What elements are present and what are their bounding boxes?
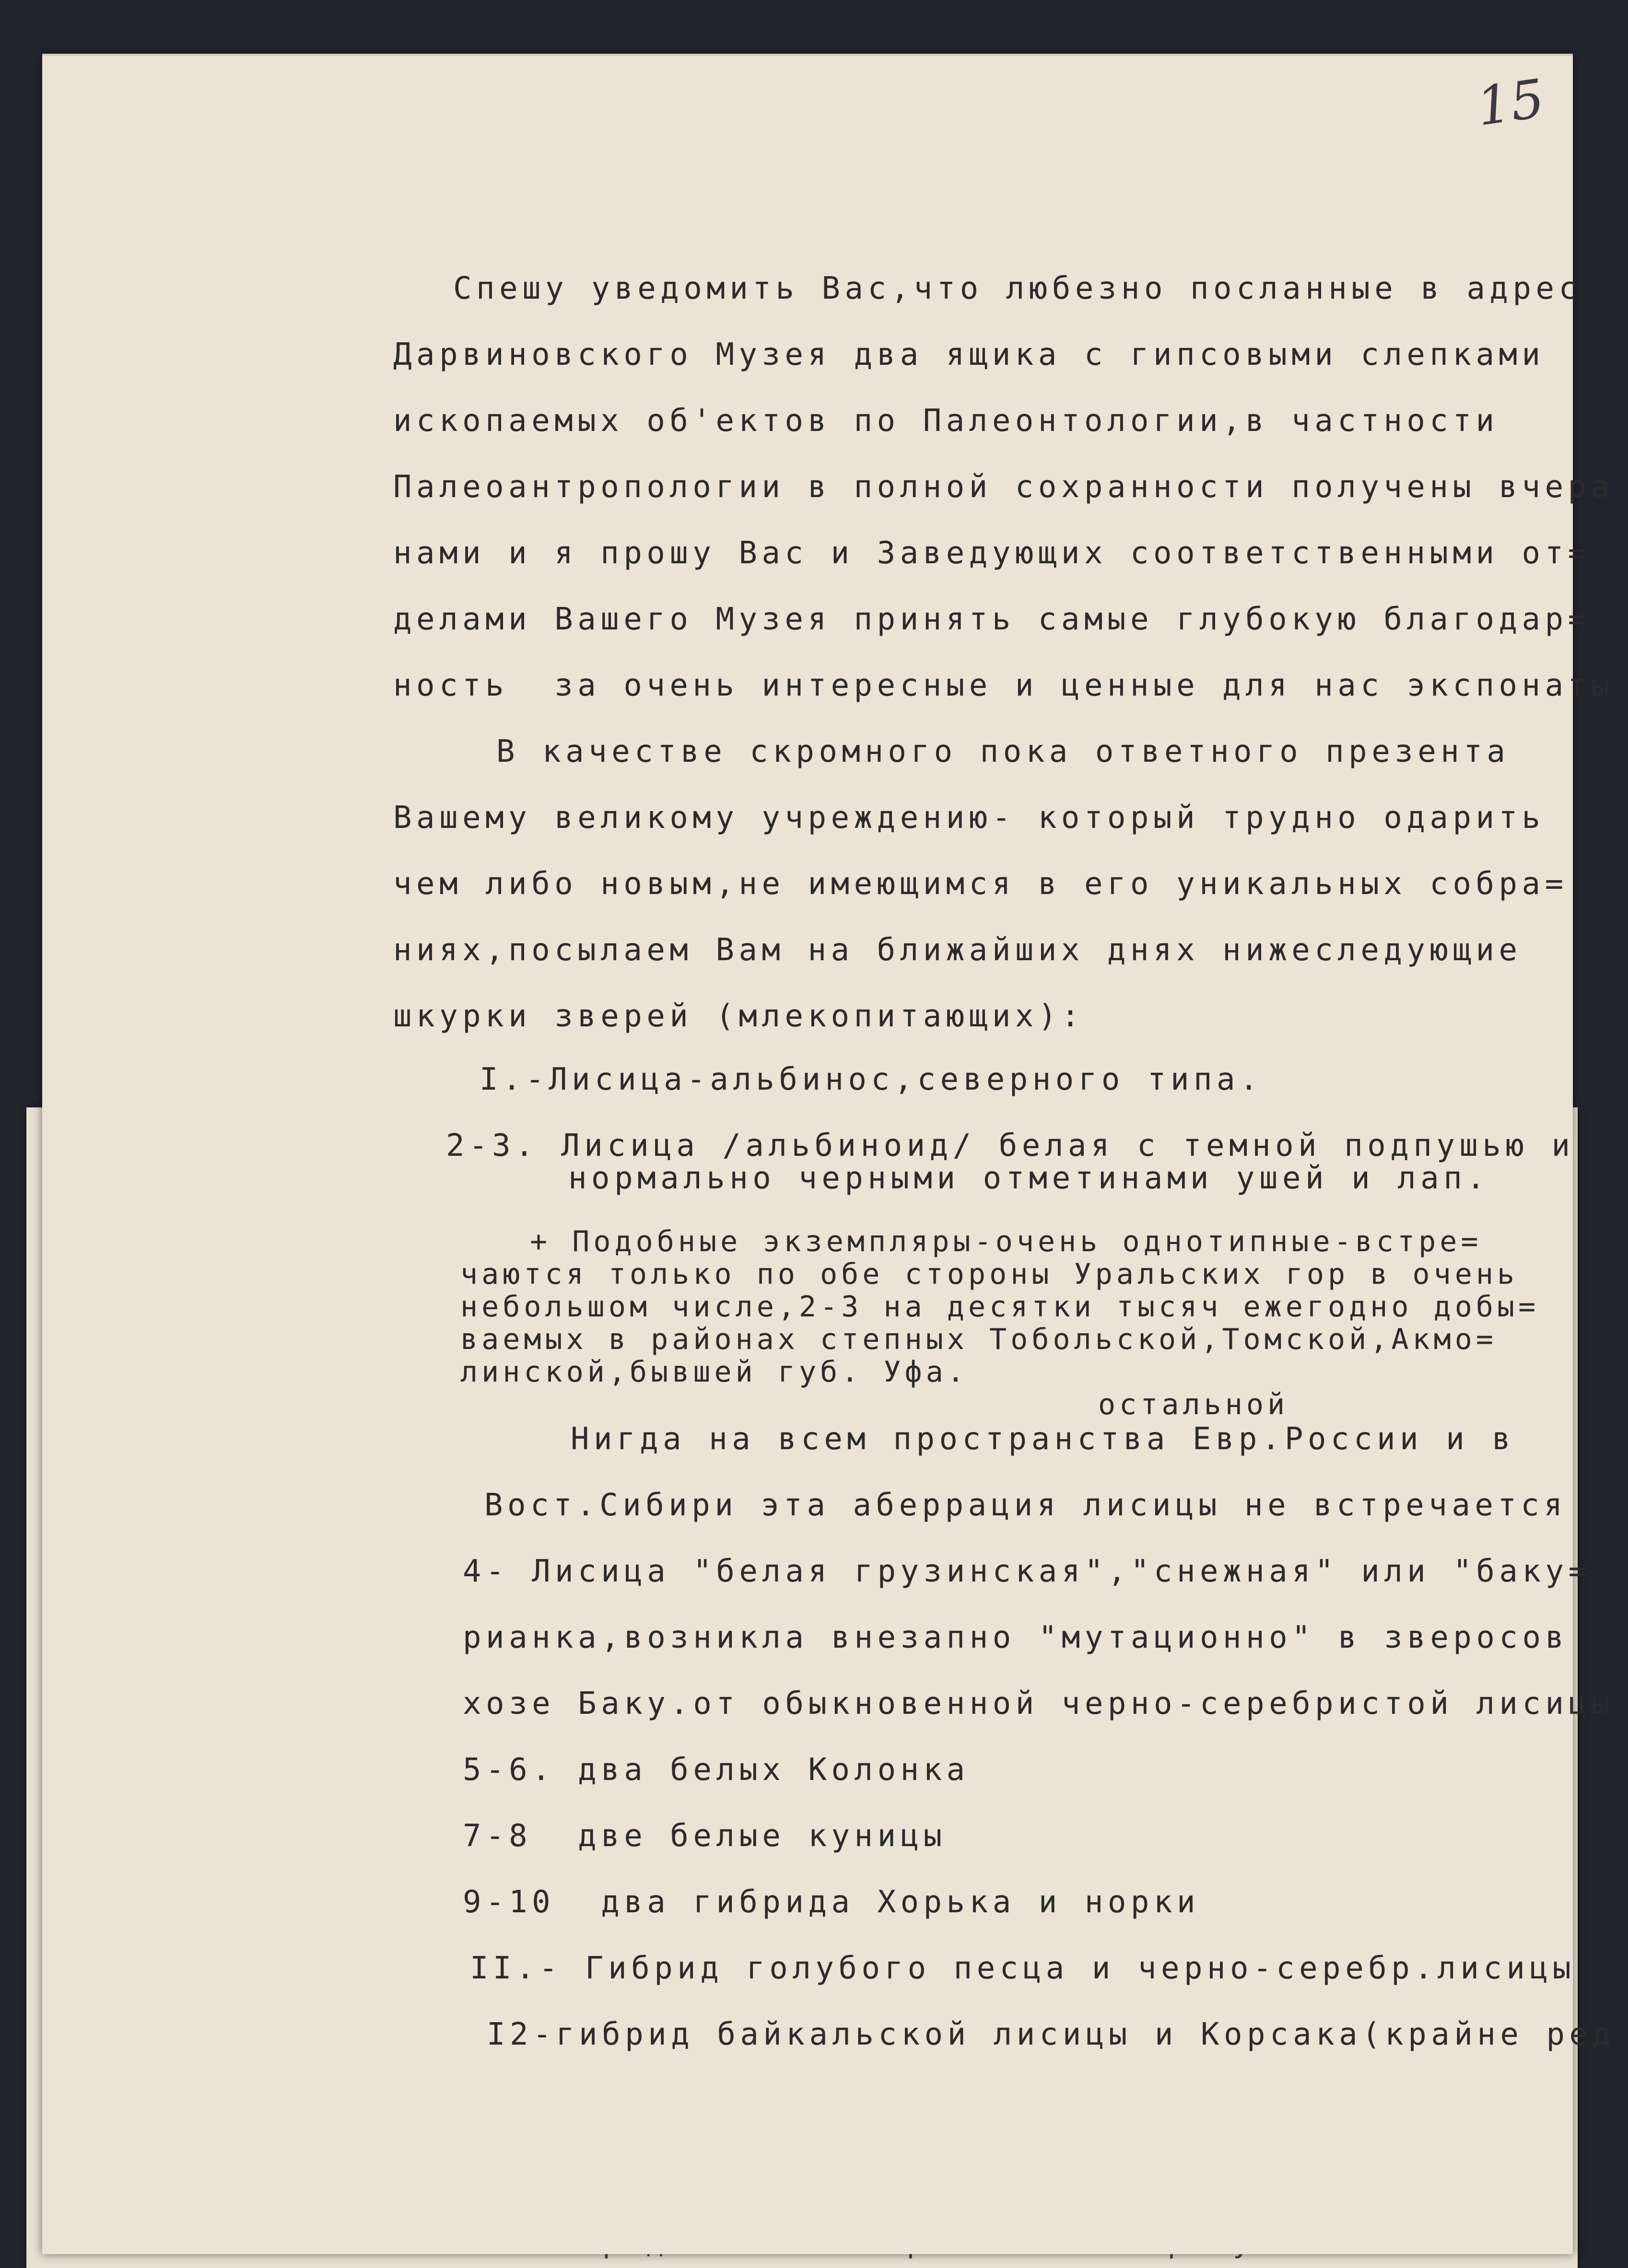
text-line: рианка,возникла внезапно "мутационно" в зверосов: [463, 1620, 1569, 1655]
text-line: В качестве скромного пока ответного презента: [496, 734, 1510, 769]
text-line: 5-6. два белых Колонка: [463, 1752, 970, 1788]
text-line: Спешу уведомить Вас,что любезно посланные в адрес: [453, 271, 1582, 306]
text-line: нами и я прошу Вас и Заведующих соответственными от=: [393, 535, 1591, 571]
page-number: 15: [1473, 67, 1548, 138]
text-line: II.- Гибрид голубого песца и черно-серебр.лисицы: [470, 1951, 1576, 1986]
text-line: остальной: [1098, 1388, 1289, 1421]
text-line: I.-Лисица-альбинос,северного типа.: [480, 1062, 1263, 1097]
text-line: Дарвиновского Музея два ящика с гипсовыми слепками: [393, 337, 1545, 372]
text-line: 4- Лисица "белая грузинская","снежная" или "баку=: [463, 1554, 1592, 1589]
text-line: линской,бывшей губ. Уфа.: [460, 1355, 968, 1389]
text-line: нормально черными отметинами ушей и лап.: [568, 1161, 1490, 1196]
text-line: ниях,посылаем Вам на ближайших днях нижеследующие: [393, 932, 1522, 968]
text-line: 9-10 два гибрида Хорька и норки: [463, 1884, 1200, 1920]
text-line: Палеоантропологии в полной сохранности получены вчера: [393, 469, 1614, 505]
text-line: 7-8 две белые куницы: [463, 1818, 947, 1854]
text-line: ваемых в районах степных Тобольской,Томской,Акмо=: [460, 1323, 1498, 1356]
text-line: чаются только по обе стороны Уральских гор в очень: [460, 1257, 1519, 1291]
text-line: 2-3. Лисица /альбиноид/ белая с темной подпушью и: [446, 1128, 1575, 1163]
text-line: делами Вашего Музея принять самые глубокую благодар=: [393, 602, 1591, 637]
text-line: хозе Баку.от обыкновенной черно-серебристой лисицы: [463, 1686, 1615, 1721]
text-line: ность за очень интересные и ценные для нас экспонаты: [393, 668, 1614, 703]
text-line: Нигда на всем пространства Евр.России и в: [571, 1421, 1515, 1457]
text-line: небольшом числе,2-3 на десятки тысяч ежегодно добы=: [460, 1290, 1540, 1324]
text-line: I2-гибрид байкальской лисицы и Корсака(крайне ред: [487, 2017, 1616, 2052]
page-top-edge: [42, 54, 1573, 56]
text-line: шкурки зверей (млекопитающих):: [393, 999, 1084, 1034]
text-line: ископаемых об'ектов по Палеонтологии,в частности: [393, 403, 1499, 439]
text-line: Вашему великому учреждению- который трудно одарить: [393, 800, 1545, 836]
text-line: + Подобные экземпляры-очень однотипные-встре=: [530, 1225, 1482, 1258]
text-line: чем либо новым,не имеющимся в его уникальных собра=: [393, 866, 1568, 902]
text-line: Вост.Сибири эта аберрация лисицы не встречается: [484, 1488, 1567, 1523]
